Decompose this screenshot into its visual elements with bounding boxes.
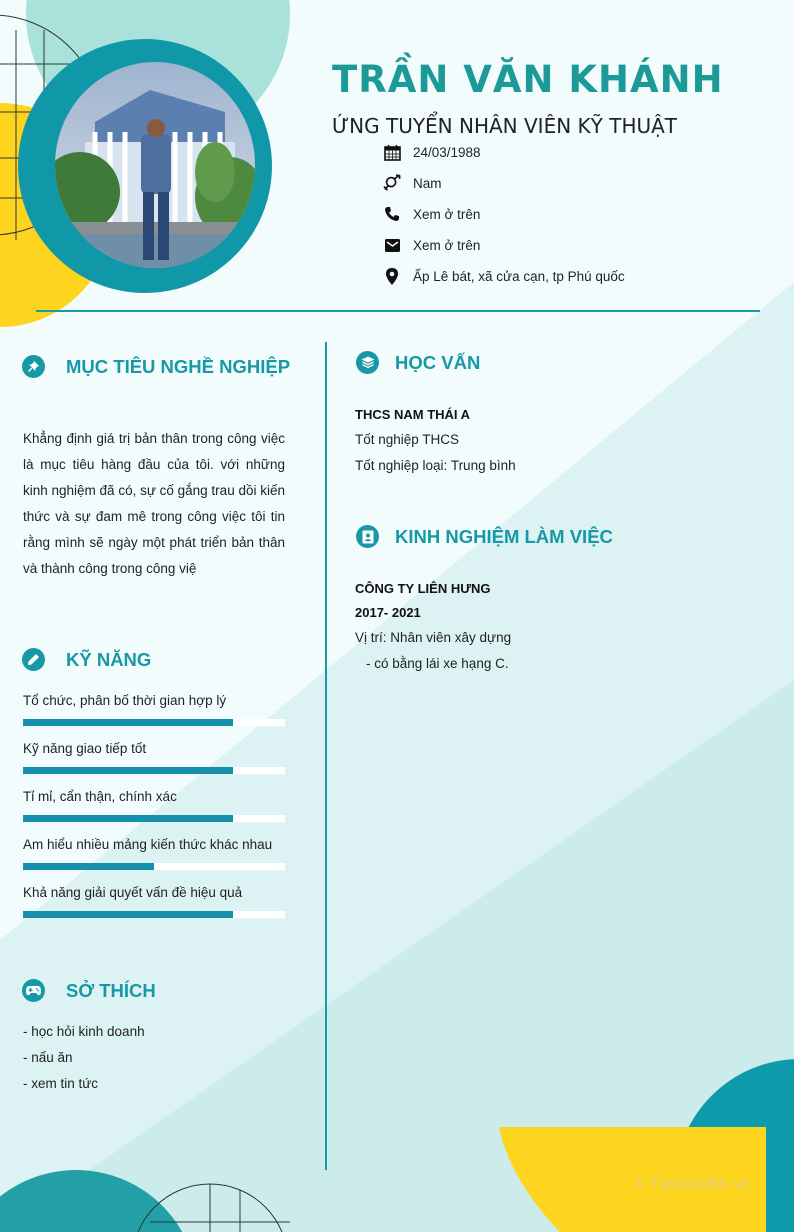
objective-title: MỤC TIÊU NGHỀ NGHIỆP bbox=[66, 355, 291, 377]
calendar-icon bbox=[383, 143, 401, 161]
phone-row bbox=[383, 204, 480, 224]
email-row bbox=[383, 235, 480, 255]
skill-bar-fill bbox=[23, 863, 154, 870]
work-detail: - có bằng lái xe hạng C. bbox=[366, 656, 509, 671]
column-divider bbox=[325, 342, 327, 1170]
skill-bar bbox=[23, 863, 285, 870]
education-title: HỌC VẤN bbox=[395, 351, 481, 373]
skill-bar bbox=[23, 767, 285, 774]
phone-value: Xem ở trên bbox=[413, 206, 481, 222]
hobby-item: - nấu ăn bbox=[23, 1050, 73, 1065]
gender-row bbox=[383, 173, 442, 193]
skill-bar bbox=[23, 719, 285, 726]
skill-label: Am hiểu nhiều mảng kiến thức khác nhau bbox=[23, 837, 273, 852]
education-heading bbox=[356, 351, 480, 374]
phone-icon bbox=[383, 205, 401, 223]
layers-icon bbox=[356, 351, 379, 374]
skill-bar-fill bbox=[23, 767, 233, 774]
birthday-row bbox=[383, 142, 481, 162]
work-role: Vị trí: Nhân viên xây dựng bbox=[355, 630, 512, 645]
hobby-item: - xem tin tức bbox=[23, 1076, 99, 1091]
skills-title: KỸ NĂNG bbox=[66, 648, 152, 670]
objective-text: Khẳng định giá trị bản thân trong công việc là mục tiêu hàng đầu của tôi. với những kinh nghiệm đã có, sự cố gắng trau dồi kiến thức và sự đam mê trong công việc tôi tin rằng mình sẽ ngày một phát triển bản thân và thành công trong công việ bbox=[23, 431, 285, 576]
skill-bar bbox=[23, 911, 285, 918]
education-line-2: Tốt nghiệp loại: Trung bình bbox=[355, 458, 516, 473]
hobby-item: - học hỏi kinh doanh bbox=[23, 1024, 145, 1039]
email-value: Xem ở trên bbox=[413, 237, 481, 253]
watermark: © Timviec365.vn bbox=[636, 1176, 749, 1191]
hobbies-title: SỞ THÍCH bbox=[66, 979, 156, 1001]
candidate-name: TRẦN VĂN KHÁNH bbox=[332, 58, 724, 101]
skill-label: Kỹ năng giao tiếp tốt bbox=[23, 741, 147, 756]
gender-value: Nam bbox=[413, 175, 442, 191]
skill-label: Tổ chức, phân bố thời gian hợp lý bbox=[23, 693, 227, 708]
address-row bbox=[383, 266, 625, 286]
education-line-1: Tốt nghiệp THCS bbox=[355, 432, 460, 447]
map-pin-icon bbox=[383, 267, 401, 285]
birthday-value: 24/03/1988 bbox=[413, 144, 481, 160]
address-value: Ấp Lê bát, xã cửa cạn, tp Phú quốc bbox=[413, 268, 625, 284]
pencil-icon bbox=[22, 648, 45, 671]
experience-title: KINH NGHIỆM LÀM VIỆC bbox=[395, 525, 613, 547]
experience-heading bbox=[356, 525, 613, 548]
objective-heading bbox=[22, 355, 290, 378]
skill-bar-fill bbox=[23, 911, 233, 918]
hobbies-heading bbox=[22, 979, 156, 1002]
applied-position: ỨNG TUYỂN NHÂN VIÊN KỸ THUẬT bbox=[332, 114, 678, 138]
school-name: THCS NAM THÁI A bbox=[355, 407, 471, 422]
skill-bar-fill bbox=[23, 815, 233, 822]
gamepad-icon bbox=[22, 979, 45, 1002]
company-name: CÔNG TY LIÊN HƯNG bbox=[355, 581, 491, 596]
skills-heading bbox=[22, 648, 151, 671]
gender-icon bbox=[383, 174, 401, 192]
skill-bar bbox=[23, 815, 285, 822]
skill-bar-fill bbox=[23, 719, 233, 726]
header-divider bbox=[36, 310, 760, 312]
envelope-icon bbox=[383, 236, 401, 254]
contact-card-icon bbox=[356, 525, 379, 548]
work-period: 2017- 2021 bbox=[355, 605, 421, 620]
skill-label: Tỉ mỉ, cẩn thận, chính xác bbox=[23, 789, 177, 804]
pin-icon bbox=[22, 355, 45, 378]
skill-label: Khả năng giải quyết vấn đề hiệu quả bbox=[23, 885, 243, 900]
profile-photo bbox=[55, 62, 255, 268]
